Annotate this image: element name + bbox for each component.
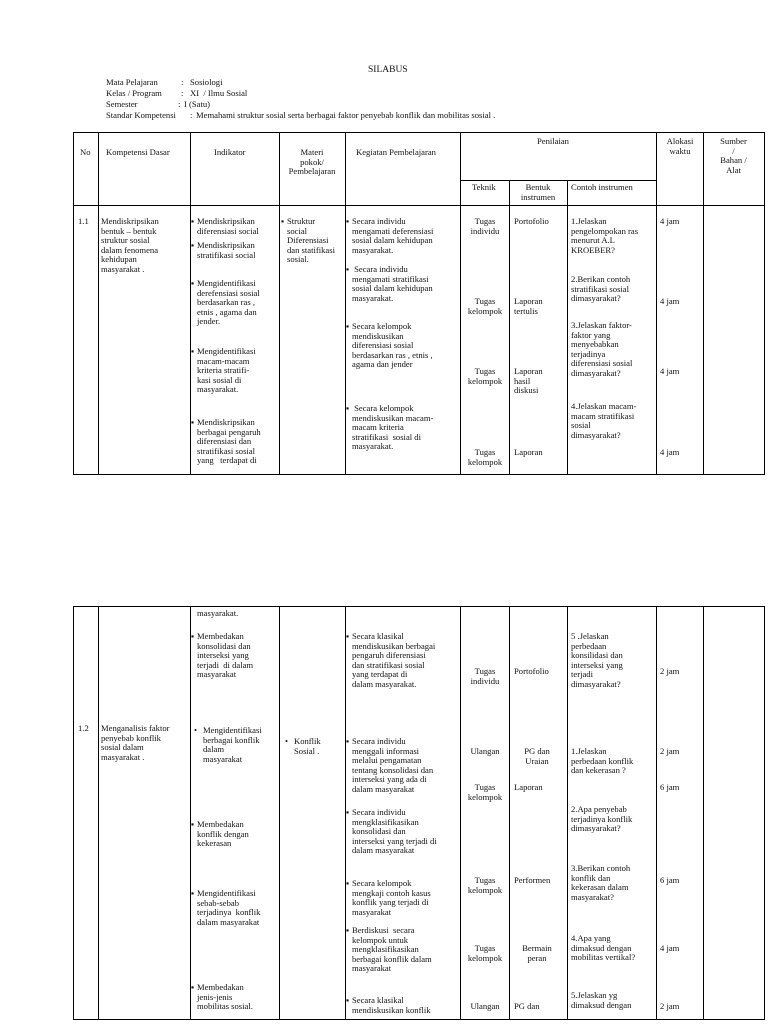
meta-sep: : xyxy=(181,77,184,87)
meta-sep: : xyxy=(178,99,181,109)
contoh-item: 1.Jelaskan perbedaan konflik dan kekerasan ? xyxy=(571,746,634,776)
bullet-icon: ▪ xyxy=(346,216,350,226)
contoh-item: 5.Jelaskan yg dimaksud dengan xyxy=(571,990,632,1010)
meta-label: Semester xyxy=(106,99,138,109)
bullet-icon: ▪ xyxy=(346,631,350,641)
contoh-item: 2.Berikan contoh stratifikasi sosial dimasyarakat? xyxy=(571,274,631,304)
teknik-item: Tugas kelompok xyxy=(467,447,503,467)
indikator-item: Mendiskripsikan berbagai pengaruh diferensiasi dan stratifikasi sosial yang terdapat di xyxy=(197,417,261,466)
contoh-item: 2.Apa penyebab terjadinya konflik dimasyarakat? xyxy=(571,804,633,834)
bentuk-item: Portofolio xyxy=(514,216,549,226)
header-teknik: Teknik xyxy=(472,182,496,192)
bullet-icon: ▪ xyxy=(191,278,195,288)
kompetensi-dasar: Mendiskripsikan bentuk – bentuk struktur sosial dalam fenomena kehidupan masyarakat . xyxy=(101,216,159,274)
indikator-item: Mengidentifikasi macam-macam kriteria stratifi- kasi sosial di masyarakat. xyxy=(197,346,256,395)
bullet-icon: ▪ xyxy=(191,240,195,250)
meta-value: I (Satu) xyxy=(184,99,211,109)
materi-pokok: Konflik Sosial . xyxy=(294,736,321,756)
bullet-icon: • xyxy=(194,725,198,735)
bentuk-item: Portofolio xyxy=(514,666,549,676)
teknik-item: Ulangan xyxy=(470,746,500,756)
header-alokasi: Alokasi waktu xyxy=(666,136,694,156)
meta-label: Standar Kompetensi xyxy=(106,110,176,120)
header-contoh: Contoh instrumen xyxy=(571,182,633,192)
header-indikator: Indikator xyxy=(214,147,246,157)
kegiatan-item: Secara kelompok mengkaji contoh kasus konflik yang terjadi di masyarakat xyxy=(352,878,431,917)
alokasi-item: 4 jam xyxy=(660,366,680,376)
teknik-item: Tugas kelompok xyxy=(467,943,503,963)
meta-sep: : xyxy=(190,110,193,120)
bullet-icon: ▪ xyxy=(346,736,350,746)
bentuk-item: Bermain peran xyxy=(522,943,552,963)
header-kegiatan: Kegiatan Pembelajaran xyxy=(356,147,436,157)
indikator-item: Mengidentifikasi derefensiasi sosial berdasarkan ras , etnis , agama dan jender. xyxy=(197,278,260,327)
indikator-item: Mengidentifikasi berbagai konflik dalam masyarakat xyxy=(203,725,262,764)
contoh-item: 1.Jelaskan pengelompokan ras menurut A.L KROEBER? xyxy=(571,216,639,255)
contoh-item: 5 .Jelaskan perbedaan konsilidasi dan interseksi yang terjadi dimasyarakat? xyxy=(571,631,623,689)
header-sumber: Sumber / Bahan / Alat xyxy=(720,136,747,175)
bullet-icon: ▪ xyxy=(191,819,195,829)
contoh-item: 3.Berikan contoh konflik dan kekerasan dalam masyarakat? xyxy=(571,863,631,902)
bullet-icon: ▪ xyxy=(191,982,195,992)
teknik-item: Ulangan xyxy=(470,1001,500,1011)
bullet-icon: ▪ xyxy=(346,995,350,1005)
teknik-item: Tugas kelompok xyxy=(467,296,503,316)
indikator-item: Membedakan konsolidasi dan interseksi yang terjadi di dalam masyarakat xyxy=(197,631,254,680)
indikator-item: Mendiskripsikan diferensiasi social xyxy=(197,216,259,236)
alokasi-item: 4 jam xyxy=(660,943,680,953)
alokasi-item: 2 jam xyxy=(660,746,680,756)
kegiatan-item: Secara kelompok mendiskusikan diferensiasi sosial berdasarkan ras , etnis , agama dan jender xyxy=(352,321,433,370)
header-materi: Materi pokok/ Pembelajaran xyxy=(288,147,336,177)
meta-label: Kelas / Program xyxy=(106,88,162,98)
alokasi-item: 6 jam xyxy=(660,875,680,885)
alokasi-item: 4 jam xyxy=(660,216,680,226)
bentuk-item: Laporan tertulis xyxy=(514,296,543,316)
bullet-icon: ▪ xyxy=(191,417,195,427)
header-bentuk: Bentuk instrumen xyxy=(520,182,556,202)
kegiatan-item: Secara kelompok mendiskusikan macam- macam kriteria stratifikasi sosial di masyarakat. xyxy=(352,403,434,452)
header-kompetensi: Kompetensi Dasar xyxy=(106,147,170,157)
bullet-icon: • xyxy=(285,736,289,746)
kegiatan-item: Secara individu mengamati deferensiasi sosial dalam kehidupan masyarakat. xyxy=(352,216,434,255)
document-title: SILABUS xyxy=(368,65,408,75)
kegiatan-item: Berdiskusi secara kelompok untuk mengklasifikasikan berbagai konflik dalam masyarakat xyxy=(352,925,432,974)
materi-pokok: Struktur social Diferensiasi dan statifikasi sosial. xyxy=(287,216,335,265)
header-penilaian: Penilaian xyxy=(537,136,569,146)
bentuk-item: PG dan xyxy=(514,1001,540,1011)
teknik-item: Tugas individu xyxy=(470,216,500,236)
teknik-item: Tugas kelompok xyxy=(467,782,503,802)
kegiatan-item: Secara individu mengklasifikasikan konsolidasi dan interseksi yang terjadi di dalam masyarakat xyxy=(352,807,437,856)
meta-value: Sosiologi xyxy=(190,77,223,87)
indikator-item: masyarakat. xyxy=(197,608,239,618)
contoh-item: 4.Jelaskan macam- macam stratifikasi sosial dimasyarakat? xyxy=(571,401,637,440)
meta-value: Memahami struktur sosial serta berbagai faktor penyebab konflik dan mobilitas sosial . xyxy=(196,110,496,120)
indikator-item: Membedakan konflik dengan kekerasan xyxy=(197,819,249,849)
header-no: No xyxy=(80,147,91,157)
indikator-item: Mendiskripsikan stratifikasi social xyxy=(197,240,256,260)
teknik-item: Tugas kelompok xyxy=(467,366,503,386)
indikator-item: Mengidentifikasi sebab-sebab terjadinya konflik dalam masyarakat xyxy=(197,888,261,927)
bentuk-item: Laporan xyxy=(514,782,543,792)
bentuk-item: Laporan xyxy=(514,447,543,457)
teknik-item: Tugas individu xyxy=(470,666,500,686)
indikator-item: Membedakan jenis-jenis mobilitas sosial. xyxy=(197,982,253,1012)
meta-value: XI / Ilmu Sosial xyxy=(190,88,248,98)
bullet-icon: ▪ xyxy=(346,925,350,935)
bullet-icon: ▪ xyxy=(346,807,350,817)
bullet-icon: ▪ xyxy=(346,264,350,274)
bullet-icon: ▪ xyxy=(346,878,350,888)
bullet-icon: ▪ xyxy=(346,403,350,413)
bentuk-item: Performen xyxy=(514,875,551,885)
alokasi-item: 2 jam xyxy=(660,1001,680,1011)
kegiatan-item: Secara klasikal mendiskusikan berbagai pengaruh diferensiasi dan stratifikasi sosial yang terdapat di dalam masyarakat. xyxy=(352,631,436,689)
alokasi-item: 4 jam xyxy=(660,296,680,306)
bullet-icon: ▪ xyxy=(191,216,195,226)
alokasi-item: 4 jam xyxy=(660,447,680,457)
contoh-item: 4.Apa yang dimaksud dengan mobilitas vertikal? xyxy=(571,933,636,963)
teknik-item: Tugas kelompok xyxy=(467,875,503,895)
meta-sep: : xyxy=(181,88,184,98)
bullet-icon: ▪ xyxy=(191,631,195,641)
kegiatan-item: Secara klasikal mendiskusikan konflik xyxy=(352,995,431,1015)
row-no: 1.1 xyxy=(78,216,89,226)
bullet-icon: ▪ xyxy=(346,321,350,331)
kegiatan-item: Secara individu mengamati stratifikasi sosial dalam kehidupan masyarakat. xyxy=(352,264,433,303)
kompetensi-dasar: Menganalisis faktor penyebab konflik sosial dalam masyarakat . xyxy=(101,723,170,762)
alokasi-item: 6 jam xyxy=(660,782,680,792)
bullet-icon: ▪ xyxy=(281,216,285,226)
bullet-icon: ▪ xyxy=(191,346,195,356)
bullet-icon: ▪ xyxy=(191,888,195,898)
bentuk-item: PG dan Uraian xyxy=(524,746,550,766)
row-no: 1.2 xyxy=(78,723,89,733)
meta-label: Mata Pelajaran xyxy=(106,77,158,87)
bentuk-item: Laporan hasil diskusi xyxy=(514,366,543,396)
kegiatan-item: Secara individu menggali informasi melalui pengamatan tentang konsolidasi dan interseksi yang ada di dalam masyarakat xyxy=(352,736,434,794)
alokasi-item: 2 jam xyxy=(660,666,680,676)
contoh-item: 3.Jelaskan faktor- faktor yang menyebabkan terjadinya diferensiasi sosial dimasyarakat? xyxy=(571,320,633,378)
